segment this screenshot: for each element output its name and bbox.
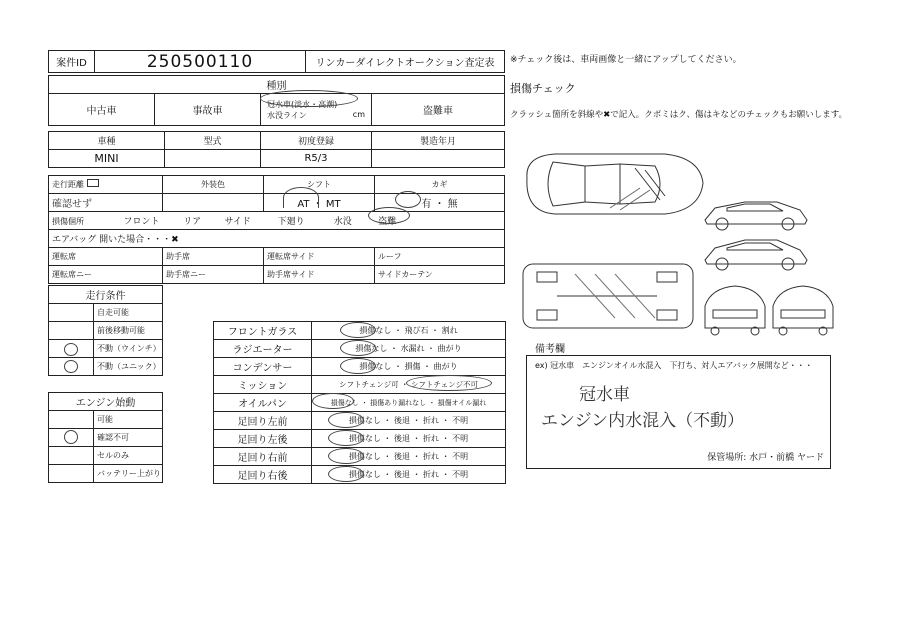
- running-heading: 走行条件: [49, 286, 163, 304]
- airbag-passenger-knee: 助手席ニー: [163, 266, 264, 284]
- category-accident: 事故車: [155, 94, 261, 126]
- vehicle-registration-value: R5/3: [261, 150, 372, 168]
- category-heading: 種別: [49, 76, 505, 94]
- running-mark-2: [64, 343, 78, 356]
- mileage-label: 走行距離: [49, 176, 163, 194]
- damage-row: [49, 212, 505, 230]
- part-options-5: 損傷なし ・ 後退 ・ 折れ ・ 不明: [312, 412, 506, 430]
- car-underside-view: [523, 264, 693, 328]
- part-mark-2: [340, 358, 376, 374]
- car-diagram: [515, 148, 845, 338]
- car-rear-view: [773, 286, 833, 335]
- part-label-5: 足回り左前: [214, 412, 312, 430]
- damage-rear: リア: [183, 217, 202, 227]
- vehicle-model-value: MINI: [49, 150, 165, 168]
- airbag-driver: 運転席: [49, 248, 163, 266]
- damage-submerged: 水没: [333, 217, 352, 227]
- part-label-8: 足回り右後: [214, 466, 312, 484]
- color-value: [163, 194, 264, 212]
- vehicle-type-value: [165, 150, 261, 168]
- part-label-2: コンデンサー: [214, 358, 312, 376]
- running-item-0: 自走可能: [94, 304, 163, 322]
- vehicle-header-model: 車種: [49, 132, 165, 150]
- remarks-heading: 備考欄: [535, 344, 565, 355]
- remarks-box: [526, 344, 831, 469]
- case-id-label: 案件ID: [49, 51, 95, 73]
- part-mark-7: [328, 448, 364, 464]
- part-label-0: フロントガラス: [214, 322, 312, 340]
- upload-note: ※チェック後は、車両画像と一緒にアップしてください。: [510, 55, 742, 65]
- shift-label: シフト: [264, 176, 375, 194]
- submerged-circle: [368, 207, 410, 224]
- shift-options: AT ・ MT: [264, 194, 375, 212]
- part-label-1: ラジエーター: [214, 340, 312, 358]
- mileage-value: 確認せず: [49, 194, 163, 212]
- damage-check-heading: 損傷チェック: [510, 82, 576, 95]
- running-item-1: 前後移動可能: [94, 322, 163, 340]
- shift-mark: [283, 187, 319, 208]
- part-label-6: 足回り左後: [214, 430, 312, 448]
- car-side-view-1: [705, 202, 807, 230]
- vehicle-header-registration: 初度登録: [261, 132, 372, 150]
- engine-mark-1: [64, 430, 78, 444]
- part-options-8: 損傷なし ・ 後退 ・ 折れ ・ 不明: [312, 466, 506, 484]
- damage-label: 損傷個所: [52, 217, 84, 226]
- damage-check-instructions: クラッシュ箇所を斜線や✖で記入。クボミはク、傷はキなどのチェックもお願いします。: [510, 110, 848, 120]
- running-item-3: 不動（ユニック）: [94, 358, 163, 376]
- running-check-0: [49, 304, 94, 322]
- part-mark-6: [328, 430, 364, 446]
- part-mark-3: [406, 375, 492, 391]
- car-top-view: [527, 154, 703, 214]
- engine-item-1: 確認不可: [94, 429, 163, 447]
- part-options-1: 損傷なし ・ 水漏れ ・ 曲がり: [312, 340, 506, 358]
- key-yes-circle: [395, 191, 421, 208]
- airbag-driver-side: 運転席サイド: [264, 248, 375, 266]
- details-table: [48, 175, 505, 284]
- flood-line2: 水没ライン: [267, 110, 307, 120]
- running-mark-3: [64, 360, 78, 373]
- damage-front: フロント: [123, 217, 160, 227]
- engine-item-3: バッテリー上がり: [94, 465, 163, 483]
- part-mark-8: [328, 466, 364, 482]
- part-options-2: 損傷なし ・ 損傷 ・ 曲がり: [312, 358, 506, 376]
- remarks-example: ex) 冠水車 エンジンオイル水混入 下打ち、対人エアバック展開など・・・: [535, 361, 813, 370]
- running-item-2: 不動（ウインチ）: [94, 340, 163, 358]
- category-used: 中古車: [49, 94, 155, 126]
- remarks-handwriting-2: エンジン内水混入（不動）: [541, 411, 745, 431]
- part-label-3: ミッション: [214, 376, 312, 394]
- color-label: 外装色: [163, 176, 264, 194]
- engine-item-2: セルのみ: [94, 447, 163, 465]
- airbag-passenger: 助手席: [163, 248, 264, 266]
- case-id-value: 250500110: [95, 51, 306, 73]
- part-options-4: 損傷なし ・ 損傷あり漏れなし ・ 損傷オイル漏れ: [312, 394, 506, 412]
- airbag-roof: ルーフ: [375, 248, 505, 266]
- car-side-view-2: [705, 240, 807, 270]
- vehicle-header-type: 型式: [165, 132, 261, 150]
- car-front-view: [705, 286, 765, 335]
- running-check-1: [49, 322, 94, 340]
- part-options-7: 損傷なし ・ 後退 ・ 折れ ・ 不明: [312, 448, 506, 466]
- key-label: カギ: [375, 176, 505, 194]
- engine-check-2: [49, 447, 94, 465]
- key-options: 有 ・ 無: [375, 194, 505, 212]
- storage-location: 保管場所: 水戸・前橋 ヤード: [707, 453, 824, 463]
- damage-under: 下廻り: [277, 217, 305, 227]
- airbag-passenger-side: 助手席サイド: [264, 266, 375, 284]
- airbag-label: エアバッグ 開いた場合・・・✖: [49, 230, 505, 248]
- flood-circle-mark: [260, 90, 358, 107]
- category-stolen: 盗難車: [372, 94, 505, 126]
- engine-heading: エンジン始動: [49, 393, 163, 411]
- engine-item-0: 可能: [94, 411, 163, 429]
- engine-check-3: [49, 465, 94, 483]
- flood-unit: cm: [352, 109, 365, 119]
- part-label-7: 足回り右前: [214, 448, 312, 466]
- header-table: [48, 50, 505, 73]
- remarks-handwriting-1: 冠水車: [579, 385, 630, 405]
- engine-check-0: [49, 411, 94, 429]
- part-options-0: 損傷なし ・ 飛び石 ・ 割れ: [312, 322, 506, 340]
- damage-stolen: 盗難: [378, 217, 397, 227]
- form-title: リンカーダイレクトオークション査定表: [306, 51, 505, 73]
- vehicle-header-manufacture: 製造年月: [372, 132, 505, 150]
- vehicle-table: [48, 131, 505, 168]
- airbag-curtain: サイドカーテン: [375, 266, 505, 284]
- damage-side: サイド: [224, 217, 251, 227]
- part-mark-1: [340, 340, 376, 356]
- flood-line1: 冠水車(淡水・高潮): [267, 99, 338, 109]
- part-options-3: シフトチェンジ可 ・ シフトチェンジ不可: [312, 376, 506, 394]
- part-mark-5: [328, 412, 364, 428]
- part-label-4: オイルパン: [214, 394, 312, 412]
- vehicle-manufacture-value: [372, 150, 505, 168]
- part-options-6: 損傷なし ・ 後退 ・ 折れ ・ 不明: [312, 430, 506, 448]
- part-mark-0: [340, 322, 376, 338]
- part-mark-4: [312, 393, 354, 409]
- airbag-driver-knee: 運転席ニー: [49, 266, 163, 284]
